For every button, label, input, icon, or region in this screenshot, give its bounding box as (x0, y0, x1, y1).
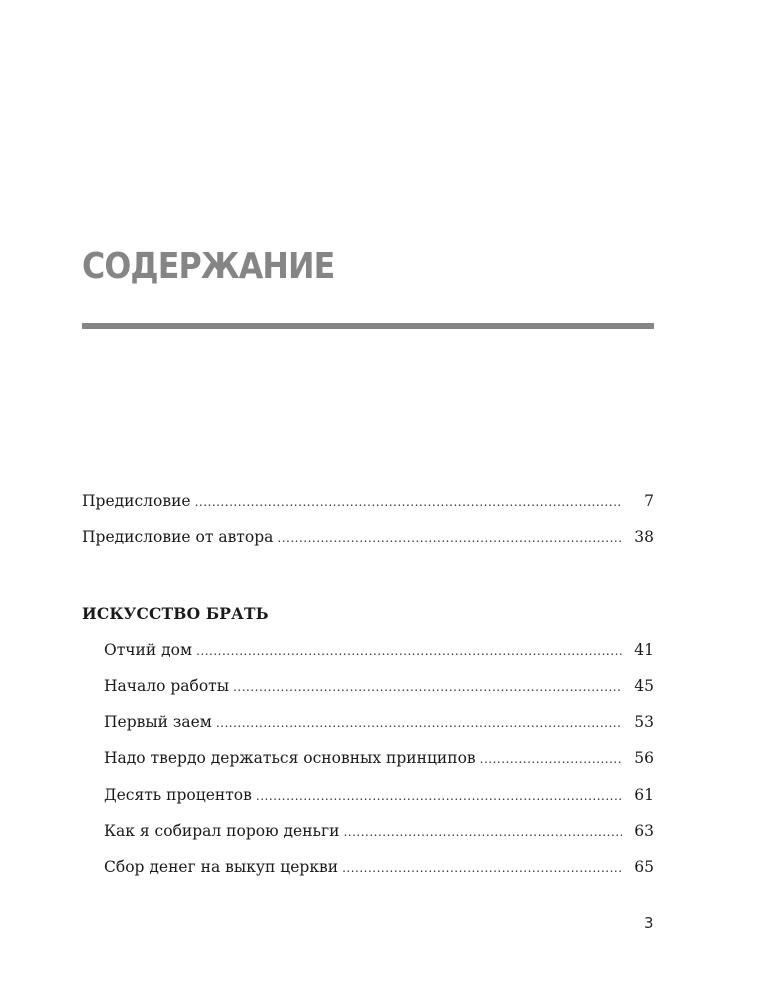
toc-leader-dots (256, 785, 622, 807)
toc-entry-page: 63 (634, 822, 654, 840)
toc-entry-label: Первый заем (104, 713, 212, 731)
toc-leader-dots (195, 491, 622, 513)
toc-entry[interactable] (104, 856, 654, 878)
toc-entry-label: Предисловие (82, 492, 191, 510)
toc-entry-label: Предисловие от автора (82, 528, 274, 546)
toc-entry-page: 7 (644, 492, 654, 510)
toc-entry-label: Сбор денег на выкуп церкви (104, 858, 339, 876)
toc-entry-page: 38 (634, 528, 654, 546)
toc-entry[interactable] (104, 784, 654, 806)
page-title: СОДЕРЖАНИЕ (82, 246, 335, 287)
toc-entry-label: Начало работы (104, 677, 230, 695)
section-heading: ИСКУССТВО БРАТЬ (82, 604, 269, 623)
toc-entry-label: Надо твердо держаться основных принципов (104, 749, 476, 767)
toc-entry[interactable] (104, 820, 654, 842)
toc-leader-dots (343, 821, 622, 843)
toc-entry[interactable] (82, 490, 654, 512)
toc-leader-dots (233, 676, 622, 698)
toc-leader-dots (216, 712, 622, 734)
toc-leader-dots (196, 640, 622, 662)
toc-entry[interactable] (104, 747, 654, 769)
page-number: 3 (644, 914, 654, 932)
toc-entry-label: Десять процентов (104, 786, 252, 804)
toc-entry[interactable] (104, 675, 654, 697)
toc-entry[interactable] (82, 526, 654, 548)
toc-entry[interactable] (104, 639, 654, 661)
toc-entry-page: 41 (634, 641, 654, 659)
toc-leader-dots (342, 857, 622, 879)
toc-entry-label: Как я собирал порою деньги (104, 822, 340, 840)
toc-entry-page: 56 (634, 749, 654, 767)
toc-entry-page: 61 (634, 786, 654, 804)
toc-leader-dots (277, 527, 622, 549)
toc-entry-page: 45 (634, 677, 654, 695)
toc-entry-page: 53 (634, 713, 654, 731)
title-divider (82, 323, 654, 329)
toc-entry-label: Отчий дом (104, 641, 193, 659)
toc-leader-dots (480, 748, 622, 770)
toc-entry-page: 65 (634, 858, 654, 876)
toc-entry[interactable] (104, 711, 654, 733)
